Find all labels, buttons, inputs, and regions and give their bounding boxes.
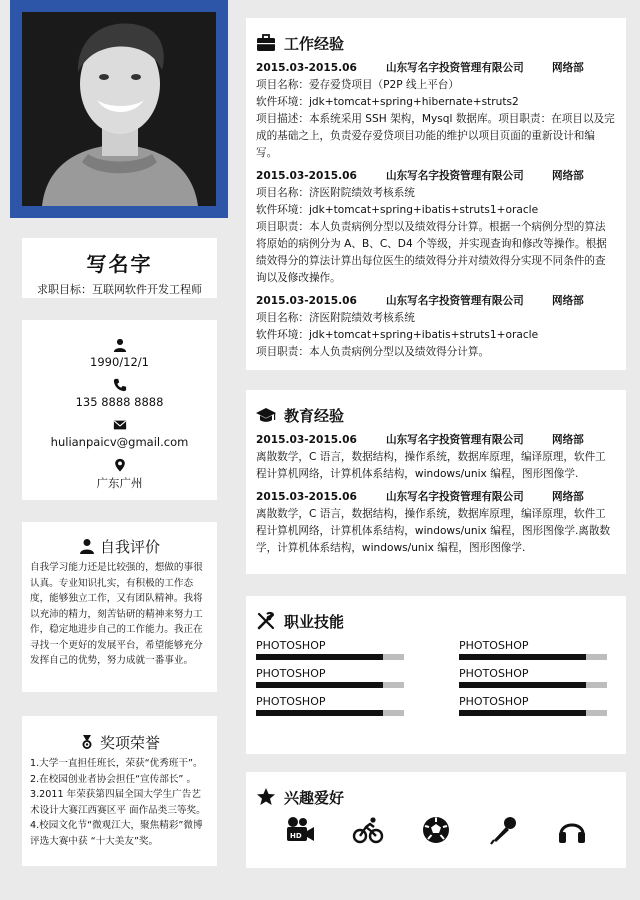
svg-text:HD: HD xyxy=(290,832,302,840)
skill-bar-fill xyxy=(256,682,383,688)
skills-list xyxy=(246,638,626,716)
self-evaluation-title: 自我评价 xyxy=(99,537,160,556)
name-card xyxy=(22,238,217,298)
tools-icon xyxy=(256,611,276,631)
education-heading xyxy=(256,402,626,428)
entry-line: 项目描述：本系统采用 SSH 架构，Mysql 数据库。项目职责：在项目以及完成的基础之上，负责爱存爱贷项目功能的维护以项目页面的重新设计和编写。 xyxy=(256,113,615,159)
medal-icon xyxy=(79,734,95,750)
awards-title: 奖项荣誉 xyxy=(99,733,160,752)
entry-date: 2015.03-2015.06 xyxy=(256,434,357,446)
entry-line: 项目职责：本人负责病例分型以及绩效得分计算。根据一个病例分型的算法将原始的病例分为 A、B、C、D4 个等级，并实现查询和修改等操作。根据绩效得分的算法计算出每位医生的绩效得分并对绩效得分实现不同条件的查询以及修改操作。 xyxy=(256,221,607,284)
skill-item xyxy=(256,694,413,716)
photo-frame xyxy=(10,0,228,218)
location-text: 广东广州 xyxy=(96,476,143,490)
skills-card xyxy=(246,596,626,754)
hobby-icons xyxy=(246,814,626,846)
entry-dept: 网络部 xyxy=(552,491,584,503)
entry-date: 2015.03-2015.06 xyxy=(256,295,357,307)
job-objective: 求职目标：互联网软件开发工程师 xyxy=(37,283,202,296)
skill-bar xyxy=(256,682,404,688)
birthday-text: 1990/12/1 xyxy=(90,355,149,369)
entry-company: 山东写名字投资管理有限公司 xyxy=(386,434,524,446)
entry-company: 山东写名字投资管理有限公司 xyxy=(386,62,524,74)
skill-label: PHOTOSHOP xyxy=(459,639,529,652)
hobbies-title: 兴趣爱好 xyxy=(284,788,345,807)
work-experience-heading xyxy=(256,30,626,56)
skill-item xyxy=(459,694,616,716)
work-entry xyxy=(246,293,626,361)
skill-label: PHOTOSHOP xyxy=(256,667,326,680)
phone-icon xyxy=(113,378,127,392)
skill-item xyxy=(459,666,616,688)
entry-date: 2015.03-2015.06 xyxy=(256,491,357,503)
hobbies-card xyxy=(246,772,626,868)
work-entry xyxy=(246,60,626,162)
skill-bar-fill xyxy=(256,654,383,660)
skill-bar xyxy=(459,654,607,660)
skill-bar xyxy=(256,710,404,716)
entry-dept: 网络部 xyxy=(552,170,584,182)
award-item: 1.大学一直担任班长，荣获“优秀班干”。 xyxy=(30,758,203,769)
entry-company: 山东写名字投资管理有限公司 xyxy=(386,295,524,307)
education-card xyxy=(246,390,626,574)
entry-date: 2015.03-2015.06 xyxy=(256,170,357,182)
film-camera-icon xyxy=(284,814,316,846)
self-evaluation-text: 自我学习能力还是比较强的，想做的事很认真。专业知识扎实，有积极的工作态度，能够独立工作，又有团队精神。我将以充沛的精力，刻苦钻研的精神来努力工作，稳定地进步自己的工作能力。我正在寻找一个更好的发展平台，希望能够充分发挥自己的优势，努力成就一番事业。 xyxy=(30,562,203,666)
entry-line: 项目名称：济医附院绩效考核系统 xyxy=(256,187,415,199)
skill-bar xyxy=(459,710,607,716)
skill-label: PHOTOSHOP xyxy=(256,695,326,708)
soccer-ball-icon xyxy=(420,814,452,846)
entry-line: 离散数学，C 语言，数据结构，操作系统，数据库原理，编译原理，软件工程计算机网络，计算机体系结构，windows/unix 编程，图形图像学.离散数学，计算机体系结构，windows/unix 编程，图形图像学. xyxy=(256,508,611,554)
entry-company: 山东写名字投资管理有限公司 xyxy=(386,491,524,503)
work-experience-title: 工作经验 xyxy=(284,34,345,53)
entry-line: 软件环境：jdk+tomcat+spring+ibatis+struts1+oracle xyxy=(256,204,539,216)
awards-card xyxy=(22,716,217,866)
awards-heading xyxy=(22,728,217,756)
email-link[interactable]: hulianpaicv@gmail.com xyxy=(50,435,189,449)
award-item: 2.在校园创业者协会担任“宣传部长” 。 xyxy=(30,773,197,785)
education-entry xyxy=(246,432,626,483)
person-icon xyxy=(113,338,127,352)
skills-title: 职业技能 xyxy=(284,612,345,631)
entry-date: 2015.03-2015.06 xyxy=(256,62,357,74)
skill-item xyxy=(256,638,413,660)
skill-bar-fill xyxy=(459,654,586,660)
contact-birthday xyxy=(22,338,217,378)
entry-line: 软件环境：jdk+tomcat+spring+ibatis+struts1+oracle xyxy=(256,329,539,341)
entry-dept: 网络部 xyxy=(552,295,584,307)
awards-list xyxy=(22,756,217,849)
contact-phone xyxy=(22,378,217,418)
work-entry xyxy=(246,168,626,287)
entry-dept: 网络部 xyxy=(552,434,584,446)
award-item: 3.2011 年荣获第四届全国大学生广告艺术设计大赛江西赛区平 面作品类三等奖。 xyxy=(30,789,206,816)
microphone-icon xyxy=(488,814,520,846)
profile-photo xyxy=(22,12,216,206)
entry-company: 山东写名字投资管理有限公司 xyxy=(386,170,524,182)
entry-line: 离散数学，C 语言，数据结构，操作系统，数据库原理，编译原理，软件工程计算机网络，计算机体系结构，windows/unix 编程，图形图像学. xyxy=(256,451,606,480)
contact-email xyxy=(22,418,217,458)
work-experience-card xyxy=(246,18,626,370)
entry-line: 项目职责：本人负责病例分型以及绩效得分计算。 xyxy=(256,346,490,358)
contact-card xyxy=(22,320,217,500)
skill-bar-fill xyxy=(256,710,383,716)
skill-bar xyxy=(459,682,607,688)
skill-bar xyxy=(256,654,404,660)
skills-heading xyxy=(256,608,626,634)
contact-location xyxy=(22,458,217,498)
headphones-icon xyxy=(556,814,588,846)
skill-label: PHOTOSHOP xyxy=(459,695,529,708)
briefcase-icon xyxy=(256,33,276,53)
person-icon xyxy=(79,538,95,554)
entry-line: 软件环境：jdk+tomcat+spring+hibernate+struts2 xyxy=(256,96,519,108)
skill-label: PHOTOSHOP xyxy=(459,667,529,680)
skill-item xyxy=(256,666,413,688)
skill-item xyxy=(459,638,616,660)
graduation-cap-icon xyxy=(256,405,276,425)
education-title: 教育经验 xyxy=(284,406,345,425)
self-evaluation-heading xyxy=(22,532,217,560)
entry-dept: 网络部 xyxy=(552,62,584,74)
entry-line: 项目名称：济医附院绩效考核系统 xyxy=(256,312,415,324)
star-icon xyxy=(256,787,276,807)
entry-line: 项目名称：爱存爱贷项目（P2P 线上平台） xyxy=(256,79,459,91)
candidate-name: 写名字 xyxy=(86,252,153,276)
skill-bar-fill xyxy=(459,682,586,688)
envelope-icon xyxy=(113,418,127,432)
education-entry xyxy=(246,489,626,557)
self-evaluation-card xyxy=(22,522,217,692)
skill-bar-fill xyxy=(459,710,586,716)
cycling-icon xyxy=(352,814,384,846)
phone-text: 135 8888 8888 xyxy=(75,395,164,409)
hobbies-heading xyxy=(256,784,626,810)
skill-label: PHOTOSHOP xyxy=(256,639,326,652)
location-pin-icon xyxy=(113,458,127,472)
award-item: 4.校园文化节“微观江大，聚焦精彩”微博评选大赛中获 “十大美友”奖。 xyxy=(30,820,203,847)
